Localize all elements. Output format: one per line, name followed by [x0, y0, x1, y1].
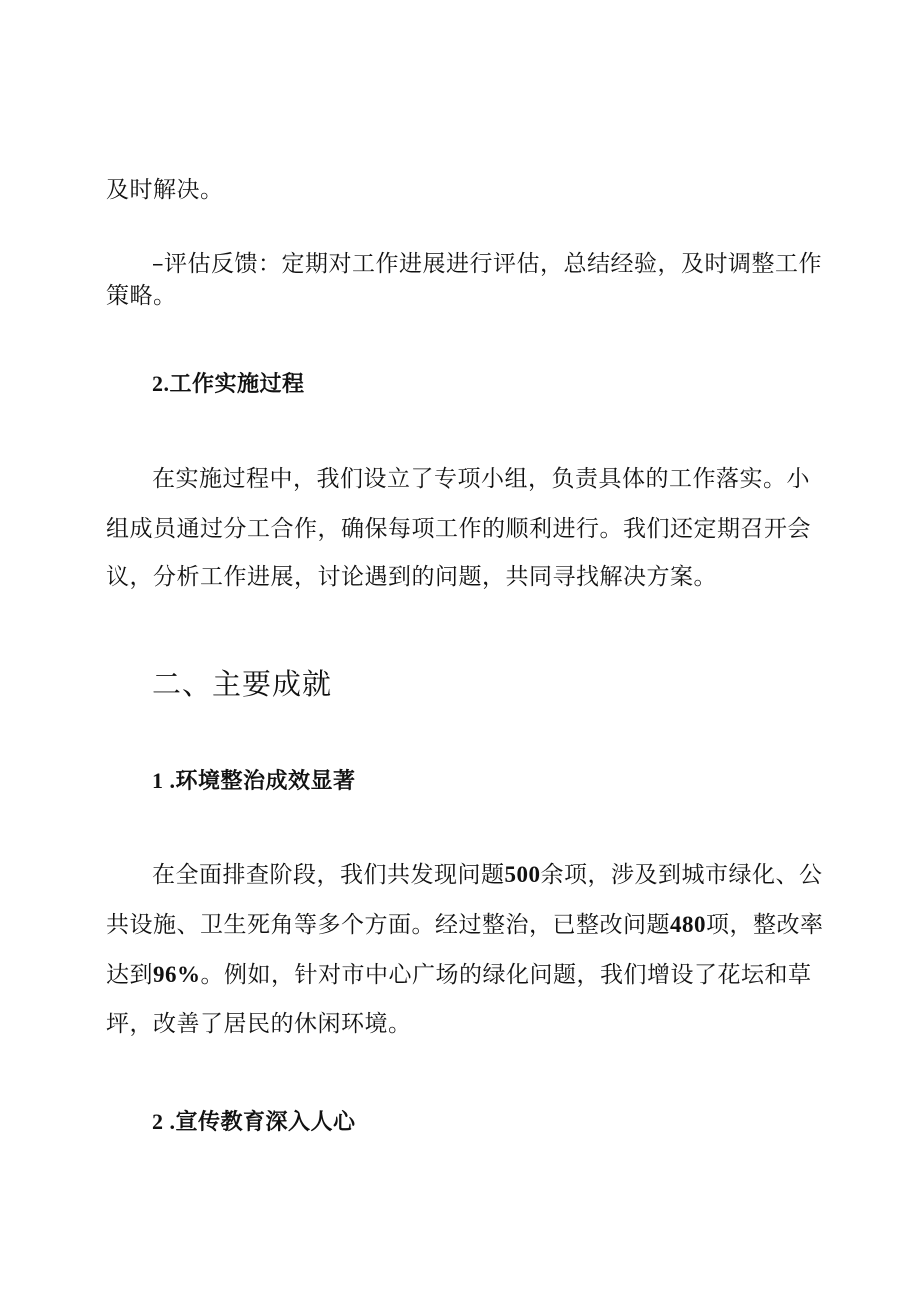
- paragraph-line-text: 达到: [106, 962, 153, 988]
- paragraph-line: [106, 562, 717, 592]
- paragraph-line-text: 议，分析工作进展，讨论遇到的问题，共同寻找解决方案。: [106, 564, 717, 590]
- paragraph-line: 及时解决。: [106, 177, 224, 203]
- stat-value: 480: [670, 912, 706, 937]
- section-heading-main-achievements: [152, 666, 332, 702]
- subheading-number: 1 .: [152, 768, 176, 793]
- paragraph-line-text: 项，整改率: [706, 912, 824, 938]
- paragraph-line: [152, 860, 823, 890]
- paragraph-line: [106, 960, 812, 990]
- paragraph-line: [106, 1009, 412, 1039]
- paragraph-line: [106, 281, 177, 311]
- paragraph-line: [152, 464, 810, 494]
- paragraph-line-text: 。例如，针对市中心广场的绿化问题，我们增设了花坛和草: [200, 962, 812, 988]
- paragraph-continuation: [106, 175, 224, 205]
- stat-value: 500: [504, 862, 541, 887]
- paragraph-line-text: 在全面排查阶段，我们共发现问题: [152, 862, 505, 888]
- paragraph-line: [152, 249, 822, 279]
- paragraph-line-text: 在实施过程中，我们设立了专项小组，负责具体的工作落实。小: [152, 466, 810, 492]
- paragraph-line-text: 共设施、卫生死角等多个方面。经过整治，已整改问题: [106, 912, 670, 938]
- stat-value: 96%: [153, 962, 201, 987]
- subheading-number: 2 .: [152, 1109, 176, 1134]
- subheading-work-process: [152, 369, 305, 400]
- subheading-text: 宣传教育深入人心: [175, 1110, 356, 1135]
- subheading-text: 工作实施过程: [169, 372, 305, 397]
- subheading-text: 环境整治成效显著: [175, 769, 356, 794]
- paragraph-line: [106, 514, 811, 544]
- paragraph-line-text: –评估反馈：定期对工作进展进行评估，总结经验，及时调整工作: [152, 251, 822, 277]
- paragraph-line-text: 余项，涉及到城市绿化、公: [540, 862, 823, 888]
- section-heading-text: 二、主要成就: [152, 667, 333, 701]
- paragraph-line: [106, 910, 824, 940]
- subheading-education: [152, 1107, 356, 1138]
- paragraph-line-text: 策略。: [106, 283, 177, 309]
- subheading-environment: [152, 766, 356, 797]
- paragraph-line-text: 组成员通过分工合作，确保每项工作的顺利进行。我们还定期召开会: [106, 516, 811, 542]
- subheading-number: 2.: [152, 371, 170, 396]
- paragraph-line-text: 坪，改善了居民的休闲环境。: [106, 1011, 412, 1037]
